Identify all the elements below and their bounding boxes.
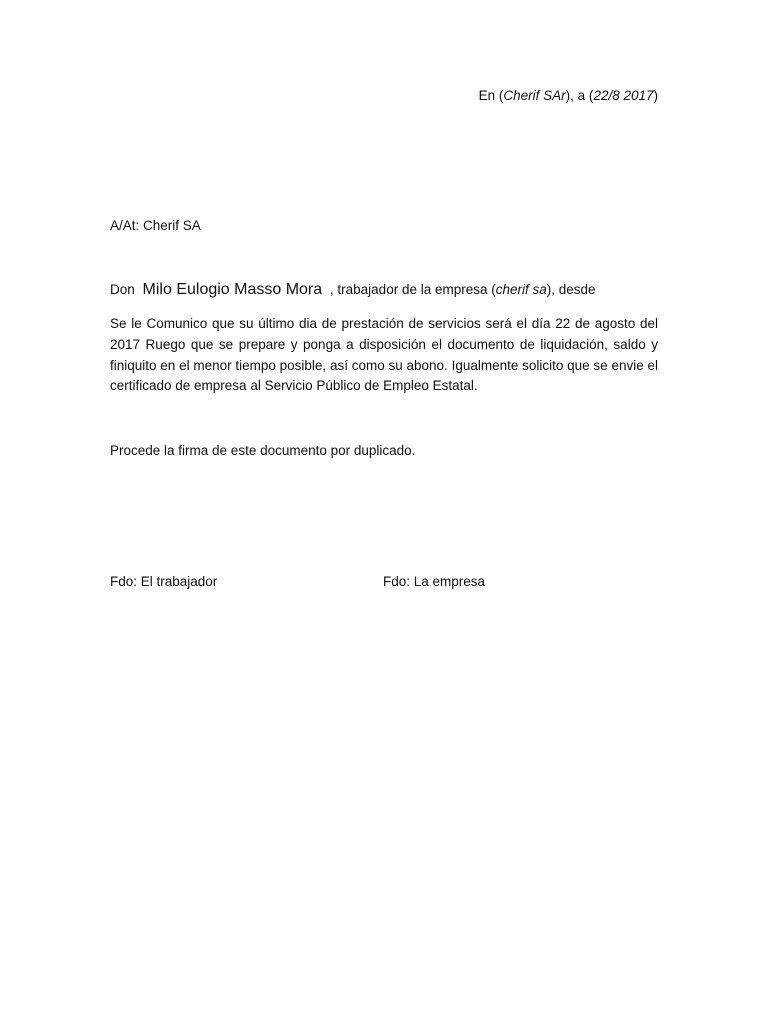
company-signature-label: Fdo: La empresa — [383, 574, 486, 589]
closing-line: Procede la firma de este documento por duplicado. — [110, 443, 416, 458]
don-label: Don — [110, 282, 135, 297]
company-name: cherif sa — [495, 282, 547, 297]
addressee-line: A/At: Cherif SA — [110, 218, 201, 233]
worker-name: Milo Eulogio Masso Mora — [142, 281, 323, 298]
intro-line — [110, 280, 596, 300]
letter-date: 22/8 2017 — [593, 88, 654, 103]
intro-text-after: ), desde — [546, 282, 596, 297]
place-date-line — [479, 86, 658, 106]
intro-text-before: , trabajador de la empresa ( — [326, 282, 496, 297]
body-paragraph: Se le Comunico que su último dia de prestación de servicios será el día 22 de agosto del 2017 Ruego que se prepare y ponga a disposición el documento de liquidación, saldo y finiquito en el menor tiempo posible, así como su abono. Igualmente solicito que se envie el certificado de empresa al Servicio Público de Empleo Estatal. — [110, 316, 658, 394]
place-name: Cherif SAr — [503, 88, 566, 103]
date-suffix: ) — [653, 88, 658, 103]
worker-signature-label: Fdo: El trabajador — [110, 574, 218, 589]
date-prefix: En ( — [478, 88, 504, 103]
date-middle: ), a ( — [565, 88, 594, 103]
